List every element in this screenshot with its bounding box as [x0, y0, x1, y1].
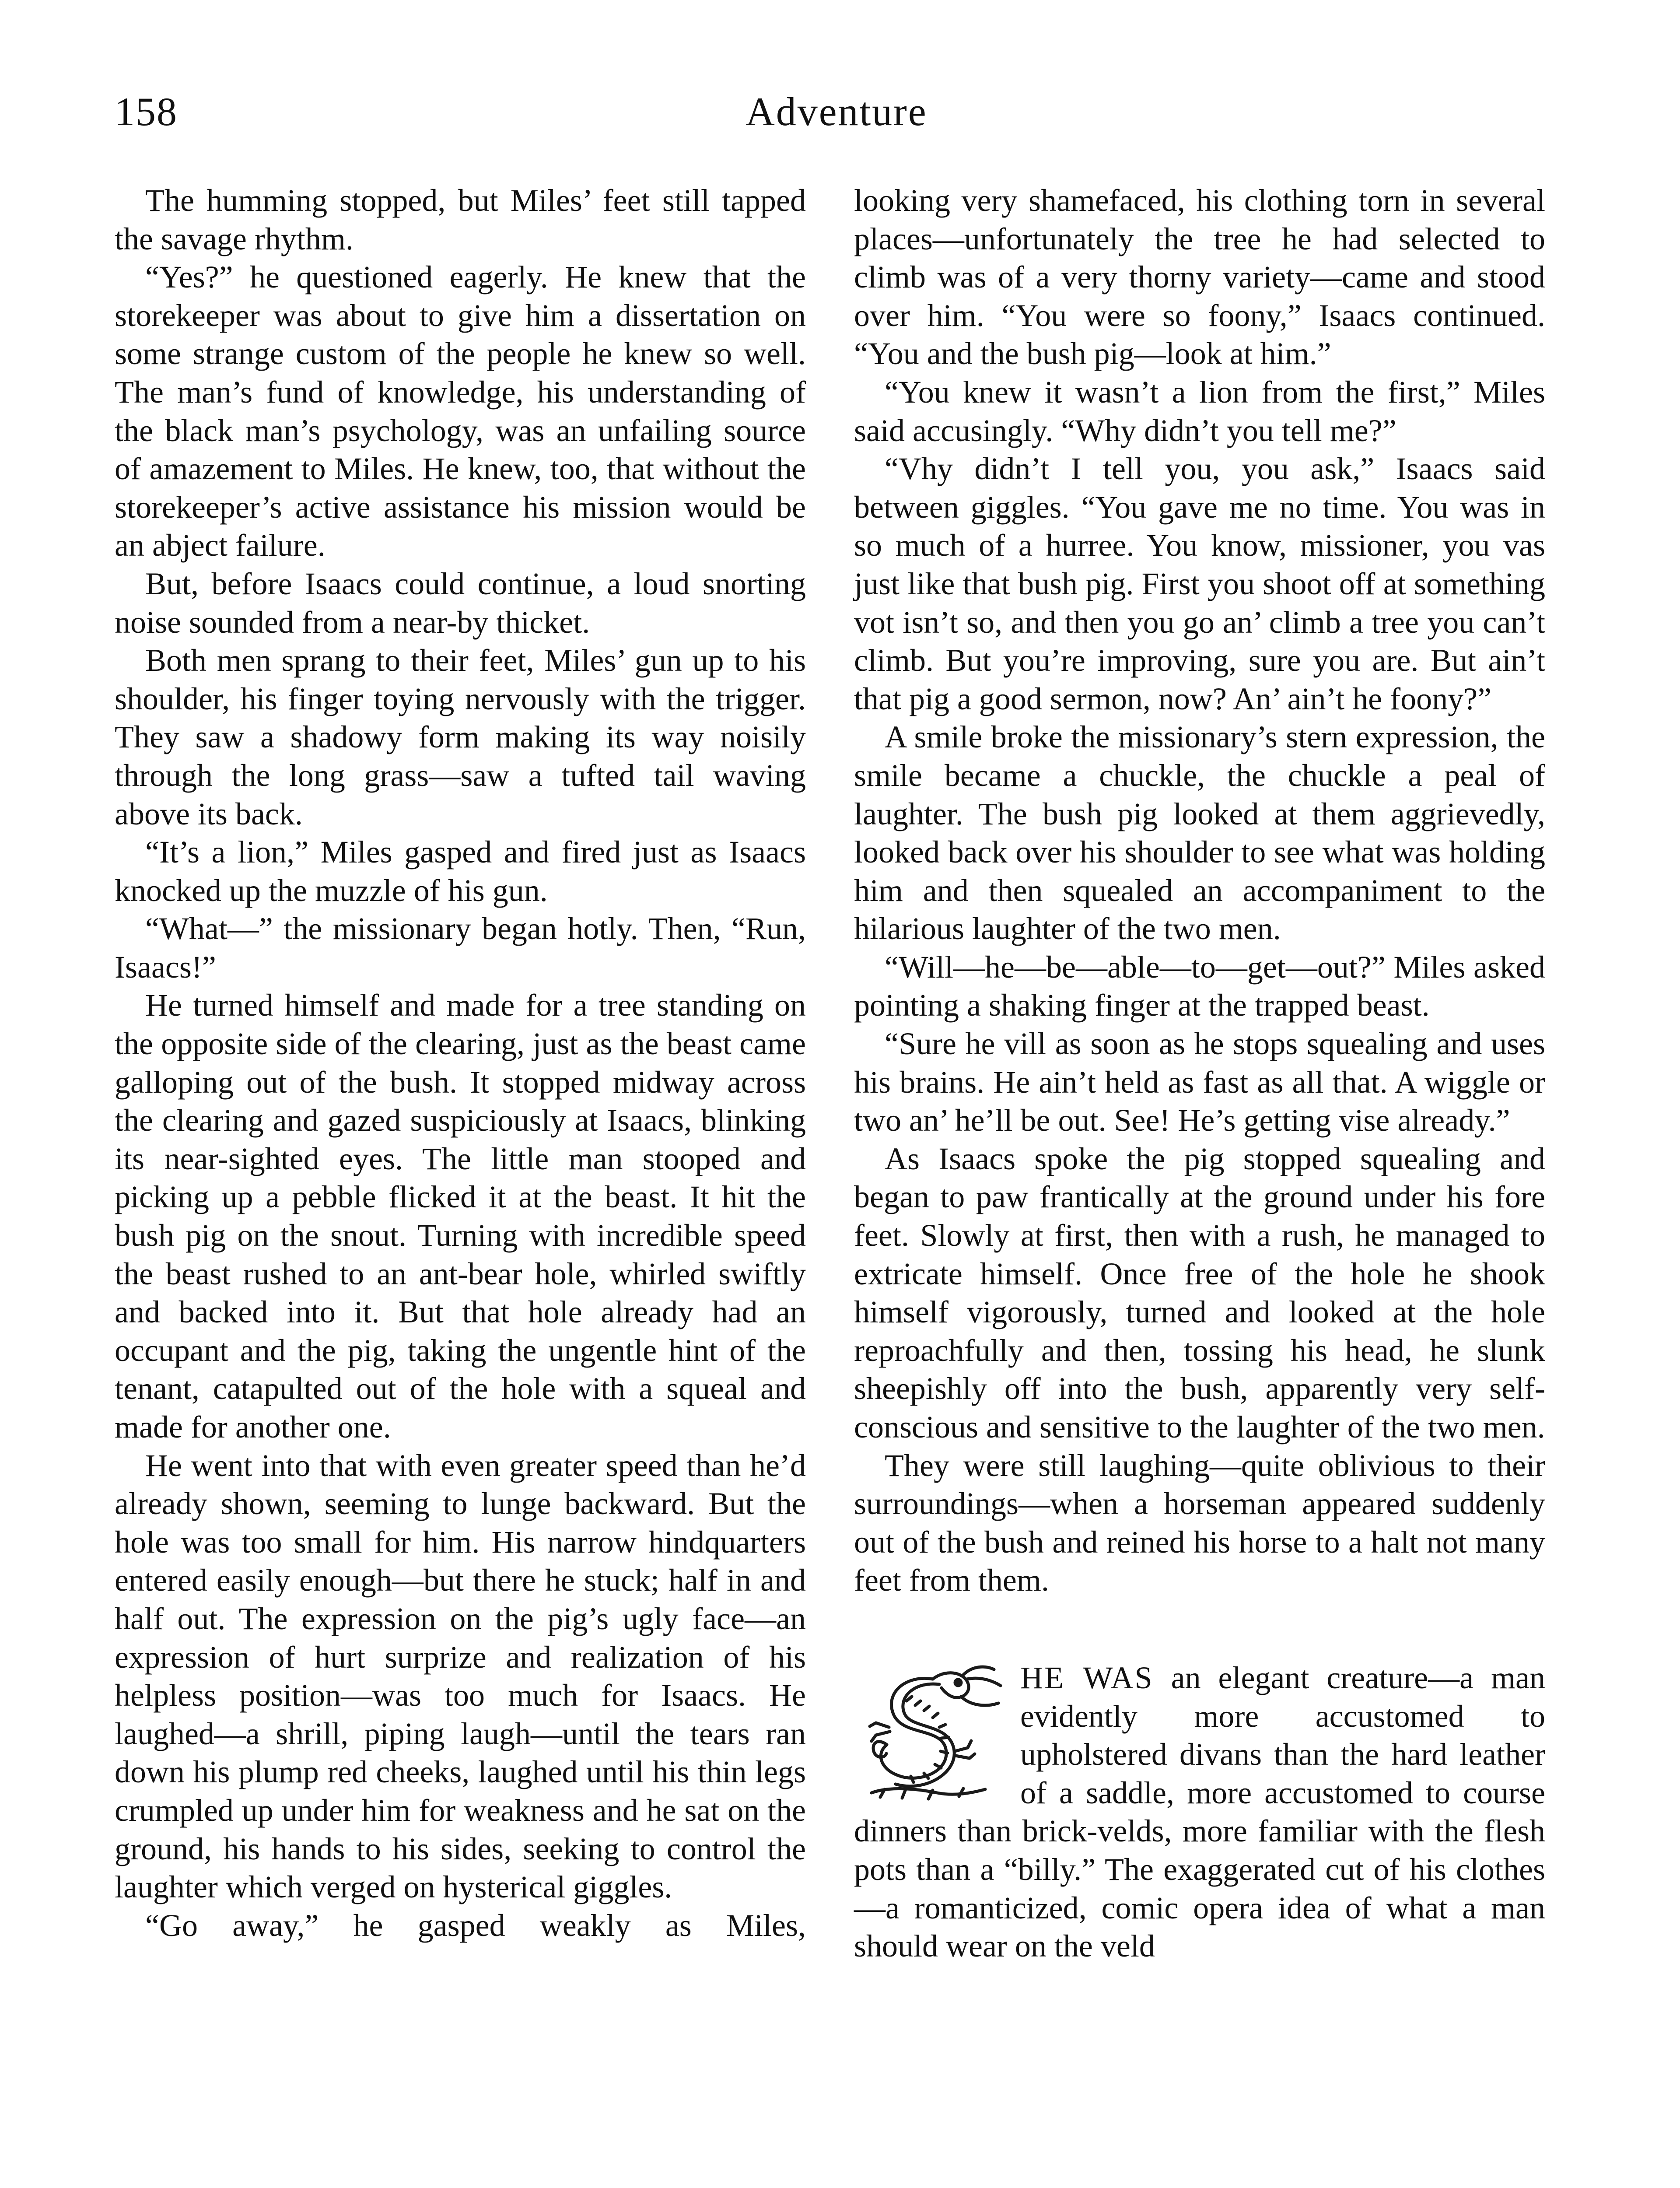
- paragraph: “It’s a lion,” Miles gasped and fired just as Isaacs knocked up the muzzle of his gun.: [115, 835, 806, 908]
- paragraph: “Will—he—be—able—to—get—out?” Miles asked pointing a shaking finger at the trapped beast.: [854, 949, 1545, 1023]
- section-opening-text: an elegant creature—a man evidently more accustomed to upholstered divans than the hard leather of a saddle, more accustomed to course dinners than brick-velds, more familiar with the flesh pots than a “billy.” The exaggerated cut of his clothes—a romanticized, comic opera idea of what a man should wear on the veld: [854, 1660, 1545, 1964]
- section-lead-caps: HE WAS: [1020, 1660, 1154, 1695]
- paragraph: “Vhy didn’t I tell you, you ask,” Isaacs said between giggles. “You gave me no time. You was in so much of a hurree. You know, missioner, you vas just like that bush pig. First you shoot off at something vot isn’t so, and then you go an’ climb a tree you can’t climb. But you’re improving, sure you are. But ain’t that pig a good sermon, now? An’ ain’t he foony?”: [854, 451, 1545, 716]
- paragraph: “Go away,” he gasped weakly as Miles,: [145, 1907, 806, 1943]
- paragraph: “Yes?” he questioned eagerly. He knew that the storekeeper was about to give him a dissertation on some strange custom of the people he knew so well. The man’s fund of knowledge, his understanding of the black man’s psychology, was an unfailing source of amazement to Miles. He knew, too, that without the storekeeper’s active assistance his mission would be an abject failure.: [115, 259, 806, 563]
- paragraph: A smile broke the missionary’s stern expression, the smile became a chuckle, the chuckle a peal of laughter. The bush pig looked at them aggrievedly, looked back over his shoulder to see what was holding him and then squealed an accompaniment to the hilarious laughter of the two men.: [854, 719, 1545, 947]
- paragraph: looking very shamefaced, his clothing torn in several places—unfortunately the tree he had selected to climb was of a very thorny variety—came and stood over him. “You were so foony,” Isaacs continued. “You and the bush pig—look at him.”: [854, 183, 1545, 372]
- running-title: Adventure: [746, 89, 928, 134]
- paragraph: “You knew it wasn’t a lion from the first,” Miles said accusingly. “Why didn’t you tell me?”: [854, 374, 1545, 448]
- paragraph: “Sure he vill as soon as he stops squealing and uses his brains. He ain’t held as fast as all that. A wiggle or two an’ he’ll be out. See! He’s getting vise already.”: [854, 1026, 1545, 1138]
- dragon-ornament-icon: [854, 1662, 1008, 1806]
- page-header: [115, 85, 1558, 147]
- paragraph: But, before Isaacs could continue, a loud snorting noise sounded from a near-by thicket.: [115, 566, 806, 640]
- paragraph: As Isaacs spoke the pig stopped squealing and began to paw frantically at the ground under his fore feet. Slowly at first, then with a rush, he managed to extricate himself. Once free of the hole he shook himself vigorously, turned and looked at the hole reproachfully and then, tossing his head, he slunk sheepishly off into the bush, apparently very self-conscious and sensitive to the laughter of the two men.: [854, 1141, 1545, 1445]
- left-column: [115, 182, 806, 1945]
- paragraph: “What—” the missionary began hotly. Then, “Run, Isaacs!”: [115, 911, 806, 985]
- paragraph: The humming stopped, but Miles’ feet still tapped the savage rhythm.: [115, 183, 806, 256]
- paragraph: Both men sprang to their feet, Miles’ gun up to his shoulder, his finger toying nervously with the trigger. They saw a shadowy form making its way noisily through the long grass—saw a tufted tail waving above its back.: [115, 643, 806, 831]
- paragraph: He went into that with even greater speed than he’d already shown, seeming to lunge backward. But the hole was too small for him. His narrow hindquarters entered easily enough—but there he stuck; half in and half out. The expression on the pig’s ugly face—an expression of hurt surprize and realization of his helpless position—was too much for Isaacs. He laughed—a shrill, piping laugh—until the tears ran down his plump red cheeks, laughed until his thin legs crumpled up under him for weakness and he sat on the ground, his hands to his sides, seeking to control the laughter which verged on hysterical giggles.: [115, 1448, 806, 1905]
- right-column: [854, 182, 1545, 1966]
- section-break: [854, 1600, 1545, 1659]
- paragraph: They were still laughing—quite oblivious to their surroundings—when a horseman appeared suddenly out of the bush and reined his horse to a halt not many feet from them.: [854, 1448, 1545, 1598]
- section-opening: [854, 1659, 1545, 1966]
- paragraph: He turned himself and made for a tree standing on the opposite side of the clearing, just as the beast came galloping out of the bush. It stopped midway across the clearing and gazed suspiciously at Isaacs, blinking its near-sighted eyes. The little man stooped and picking up a pebble flicked it at the beast. It hit the bush pig on the snout. Turning with incredible speed the beast rushed to an ant-bear hole, whirled swiftly and backed into it. But that hole already had an occupant and the pig, taking the ungentle hint of the tenant, catapulted out of the hole with a squeal and made for another one.: [115, 988, 806, 1445]
- page-number: 158: [115, 89, 178, 134]
